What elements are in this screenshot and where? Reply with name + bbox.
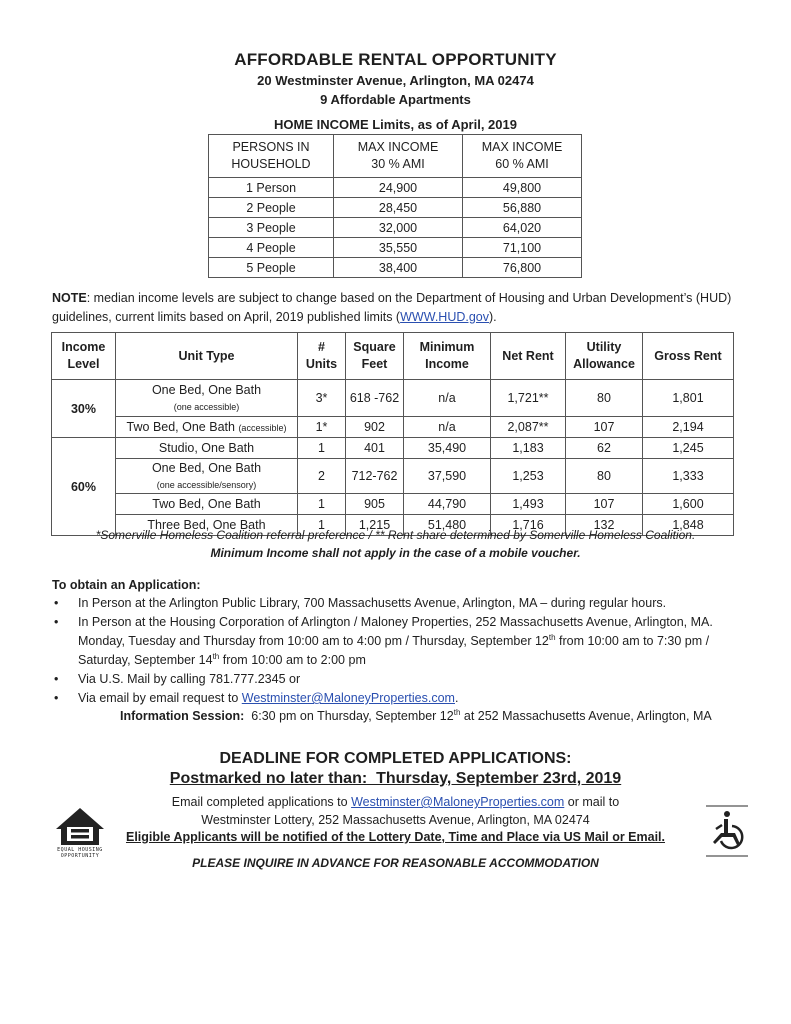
cell-household: 1 Person bbox=[209, 178, 334, 198]
info-session bbox=[120, 709, 712, 723]
list-item bbox=[52, 594, 762, 613]
sqft-cell: 618 -762 bbox=[346, 380, 404, 417]
units-table bbox=[51, 332, 734, 536]
note-end: ). bbox=[489, 310, 497, 324]
note-text: : median income levels are subject to change based on the Department of Housing and Urban Development’s (HUD) guidelines, current limits based on April, 2019 published limits ( bbox=[52, 291, 732, 324]
eho-caption: EQUAL HOUSING OPPORTUNITY bbox=[57, 847, 103, 859]
units-cell: 1 bbox=[298, 494, 346, 515]
list-item bbox=[52, 670, 762, 689]
min-income-cell: 37,590 bbox=[404, 459, 491, 494]
income-limits-caption: HOME INCOME Limits, as of April, 2019 bbox=[274, 117, 517, 132]
equal-housing-icon bbox=[50, 805, 110, 847]
email-text: Email completed applications to bbox=[171, 795, 352, 809]
table-row bbox=[209, 258, 582, 278]
unit-type-cell: One Bed, One Bath (one accessible/sensory) bbox=[116, 459, 298, 494]
deadline-heading: DEADLINE FOR COMPLETED APPLICATIONS: bbox=[219, 750, 572, 767]
utility-cell: 62 bbox=[566, 438, 643, 459]
cell-30-ami: 28,450 bbox=[334, 198, 463, 218]
note-label: NOTE bbox=[52, 291, 87, 305]
utility-cell: 132 bbox=[566, 515, 643, 536]
email-instructions bbox=[0, 795, 791, 809]
voucher-footnote: Minimum Income shall not apply in the case of a mobile voucher. bbox=[210, 546, 581, 560]
list-item-text: In Person at the Housing Corporation of Arlington / Maloney Properties, 252 Massachusetts Avenue, Arlington, MA. Monday, Tuesday and Thursday from 10:00 am to 4:00 pm / Thursday, September 12 bbox=[78, 615, 713, 648]
lottery-notice: Eligible Applicants will be notified of the Lottery Date, Time and Place via US Mail or Email. bbox=[125, 830, 665, 844]
table-row bbox=[52, 417, 734, 438]
info-session-text: 6:30 pm on Thursday, September 12 bbox=[244, 709, 454, 723]
col-header-30-ami: MAX INCOME 30 % AMI bbox=[334, 135, 463, 178]
net-rent-cell: 1,716 bbox=[491, 515, 566, 536]
sqft-cell: 401 bbox=[346, 438, 404, 459]
min-income-cell: n/a bbox=[404, 417, 491, 438]
col-header-net-rent: Net Rent bbox=[491, 333, 566, 380]
unit-type-cell: One Bed, One Bath (one accessible) bbox=[116, 380, 298, 417]
email-text: or mail to bbox=[564, 795, 620, 809]
gross-rent-cell: 1,801 bbox=[643, 380, 734, 417]
list-item bbox=[52, 613, 762, 670]
cell-60-ami: 71,100 bbox=[463, 238, 582, 258]
col-header-persons: PERSONS IN HOUSEHOLD bbox=[209, 135, 334, 178]
net-rent-cell: 1,183 bbox=[491, 438, 566, 459]
units-cell: 1 bbox=[298, 515, 346, 536]
col-header-gross-rent: Gross Rent bbox=[643, 333, 734, 380]
min-income-cell: 51,480 bbox=[404, 515, 491, 536]
unit-type-cell: Two Bed, One Bath (accessible) bbox=[116, 417, 298, 438]
col-header-units: # Units bbox=[298, 333, 346, 380]
table-row bbox=[52, 459, 734, 494]
accommodation-notice: PLEASE INQUIRE IN ADVANCE FOR REASONABLE ACCOMMODATION bbox=[192, 856, 599, 870]
cell-30-ami: 35,550 bbox=[334, 238, 463, 258]
utility-cell: 107 bbox=[566, 494, 643, 515]
referral-footnote: *Somerville Homeless Coalition referral preference / ** Rent share determined by Somerville Homeless Coalition. bbox=[95, 528, 696, 542]
col-header-min-income: Minimum Income bbox=[404, 333, 491, 380]
table-row bbox=[52, 438, 734, 459]
sqft-cell: 905 bbox=[346, 494, 404, 515]
income-level-cell: 60% bbox=[52, 438, 116, 536]
min-income-cell: 44,790 bbox=[404, 494, 491, 515]
col-header-utility: Utility Allowance bbox=[566, 333, 643, 380]
application-heading: To obtain an Application: bbox=[52, 578, 201, 592]
application-methods-list bbox=[52, 594, 762, 708]
gross-rent-cell: 2,194 bbox=[643, 417, 734, 438]
wheelchair-icon bbox=[702, 798, 752, 858]
income-level-cell: 30% bbox=[52, 380, 116, 438]
net-rent-cell: 1,721** bbox=[491, 380, 566, 417]
email-link[interactable]: Westminster@MaloneyProperties.com bbox=[241, 691, 455, 705]
list-item-text: . bbox=[454, 691, 459, 705]
bullet-icon: • bbox=[54, 672, 59, 686]
min-income-cell: 35,490 bbox=[404, 438, 491, 459]
mail-address: Westminster Lottery, 252 Massachusetts Avenue, Arlington, MA 02474 bbox=[201, 813, 590, 827]
equal-housing-logo bbox=[50, 805, 110, 870]
units-cell: 1* bbox=[298, 417, 346, 438]
col-header-square-feet: Square Feet bbox=[346, 333, 404, 380]
info-session-text: at 252 Massachusetts Avenue, Arlington, MA bbox=[460, 709, 712, 723]
net-rent-cell: 2,087** bbox=[491, 417, 566, 438]
table-row bbox=[52, 380, 734, 417]
cell-60-ami: 49,800 bbox=[463, 178, 582, 198]
table-row bbox=[209, 238, 582, 258]
list-item-text: Via U.S. Mail by calling 781.777.2345 or bbox=[78, 672, 301, 686]
bullet-icon: • bbox=[54, 615, 59, 629]
table-row bbox=[209, 218, 582, 238]
postmark-deadline: Postmarked no later than: Thursday, September 23rd, 2019 bbox=[169, 770, 622, 787]
gross-rent-cell: 1,600 bbox=[643, 494, 734, 515]
unit-type-cell: Three Bed, One Bath bbox=[116, 515, 298, 536]
cell-household: 2 People bbox=[209, 198, 334, 218]
net-rent-cell: 1,253 bbox=[491, 459, 566, 494]
list-item bbox=[52, 689, 762, 708]
table-row bbox=[209, 198, 582, 218]
bullet-icon: • bbox=[54, 596, 59, 610]
table-row bbox=[209, 178, 582, 198]
net-rent-cell: 1,493 bbox=[491, 494, 566, 515]
table-header-row bbox=[52, 333, 734, 380]
sqft-cell: 1,215 bbox=[346, 515, 404, 536]
cell-60-ami: 64,020 bbox=[463, 218, 582, 238]
cell-household: 4 People bbox=[209, 238, 334, 258]
unit-type-cell: Studio, One Bath bbox=[116, 438, 298, 459]
superscript: th bbox=[548, 632, 556, 642]
email-link[interactable]: Westminster@MaloneyProperties.com bbox=[351, 795, 565, 809]
unit-count: 9 Affordable Apartments bbox=[320, 92, 471, 107]
accessibility-logo bbox=[702, 798, 752, 858]
col-header-unit-type: Unit Type bbox=[116, 333, 298, 380]
gross-rent-cell: 1,848 bbox=[643, 515, 734, 536]
utility-cell: 80 bbox=[566, 459, 643, 494]
income-limits-table bbox=[208, 134, 582, 278]
sqft-cell: 902 bbox=[346, 417, 404, 438]
cell-30-ami: 24,900 bbox=[334, 178, 463, 198]
info-session-label: Information Session: bbox=[120, 709, 245, 723]
utility-cell: 107 bbox=[566, 417, 643, 438]
list-item-text: from 10:00 am to 7:30 pm / Saturday, September 14 bbox=[78, 634, 710, 667]
units-cell: 1 bbox=[298, 438, 346, 459]
cell-household: 3 People bbox=[209, 218, 334, 238]
table-header-row bbox=[209, 135, 582, 178]
cell-60-ami: 56,880 bbox=[463, 198, 582, 218]
cell-30-ami: 38,400 bbox=[334, 258, 463, 278]
col-header-income-level: Income Level bbox=[52, 333, 116, 380]
bullet-icon: • bbox=[54, 691, 59, 705]
superscript: th bbox=[453, 707, 461, 717]
cell-30-ami: 32,000 bbox=[334, 218, 463, 238]
sqft-cell: 712-762 bbox=[346, 459, 404, 494]
col-header-60-ami: MAX INCOME 60 % AMI bbox=[463, 135, 582, 178]
unit-type-cell: Two Bed, One Bath bbox=[116, 494, 298, 515]
hud-note bbox=[52, 289, 752, 327]
table-row bbox=[52, 494, 734, 515]
gross-rent-cell: 1,333 bbox=[643, 459, 734, 494]
list-item-text: Via email by email request to bbox=[78, 691, 242, 705]
units-cell: 3* bbox=[298, 380, 346, 417]
cell-household: 5 People bbox=[209, 258, 334, 278]
list-item-text: from 10:00 am to 2:00 pm bbox=[219, 653, 366, 667]
cell-60-ami: 76,800 bbox=[463, 258, 582, 278]
utility-cell: 80 bbox=[566, 380, 643, 417]
hud-link[interactable]: WWW.HUD.gov bbox=[400, 310, 489, 324]
superscript: th bbox=[212, 651, 220, 661]
units-cell: 2 bbox=[298, 459, 346, 494]
gross-rent-cell: 1,245 bbox=[643, 438, 734, 459]
list-item-text: In Person at the Arlington Public Library, 700 Massachusetts Avenue, Arlington, MA – during regular hours. bbox=[78, 596, 667, 610]
property-address: 20 Westminster Avenue, Arlington, MA 02474 bbox=[257, 73, 534, 88]
min-income-cell: n/a bbox=[404, 380, 491, 417]
page-title: AFFORDABLE RENTAL OPPORTUNITY bbox=[234, 50, 557, 69]
